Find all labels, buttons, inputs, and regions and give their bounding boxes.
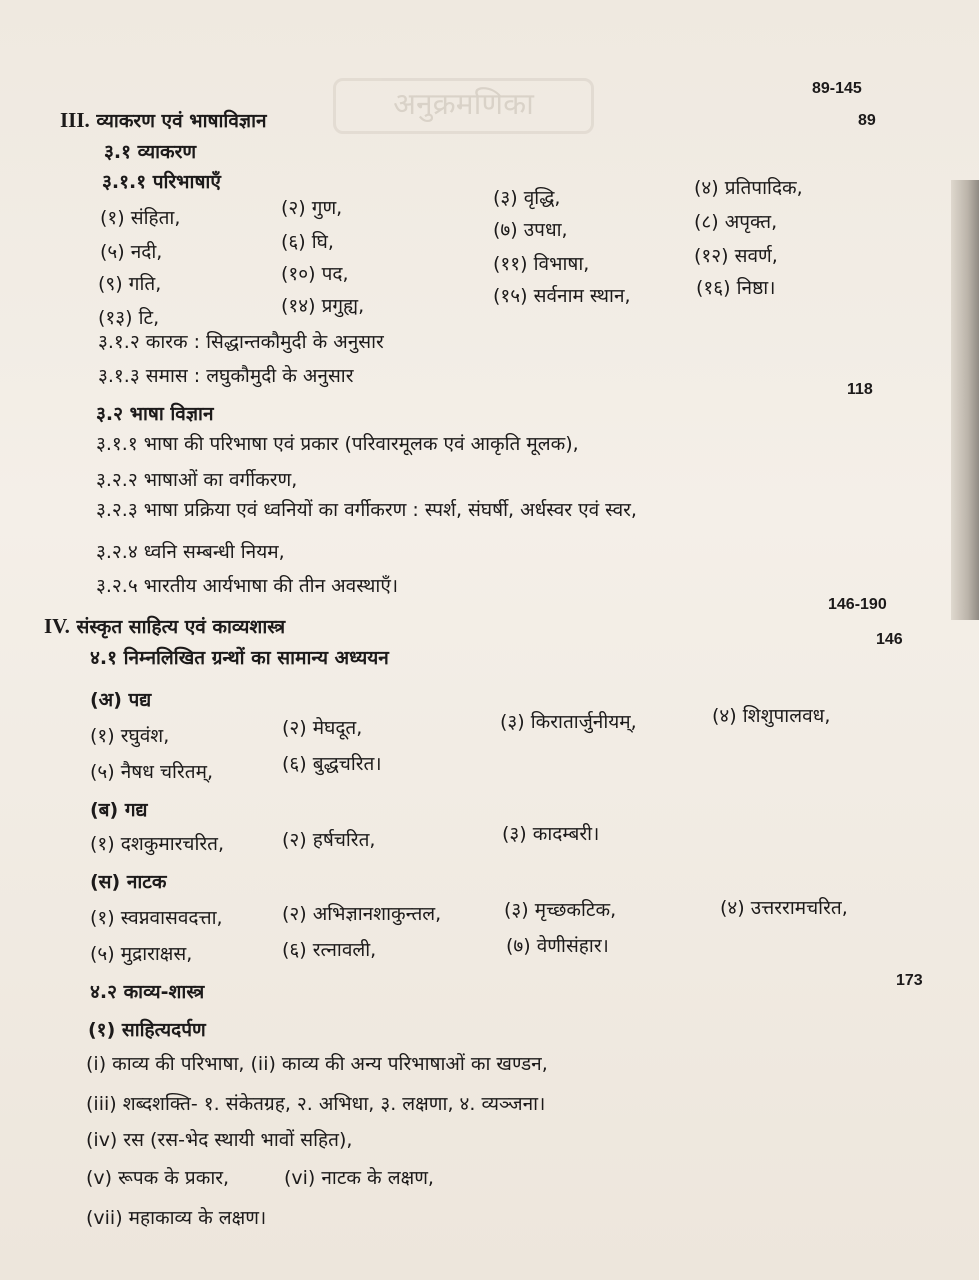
background-stamp: अनुक्रमणिका bbox=[333, 78, 594, 134]
bhasha-line-4: ३.२.४ ध्वनि सम्बन्धी नियम, bbox=[96, 541, 285, 563]
section-4-heading: IV. संस्कृत साहित्य एवं काव्यशास्त्र bbox=[44, 614, 286, 638]
list-item: (७) उपधा, bbox=[493, 219, 568, 241]
kavya-line-1: (i) काव्य की परिभाषा, (ii) काव्य की अन्य परिभाषाओं का खण्डन, bbox=[86, 1053, 548, 1075]
list-item: (२) मेघदूत, bbox=[282, 717, 363, 739]
page-range-4: 146-190 bbox=[828, 596, 887, 613]
list-item: (२) अभिज्ञानशाकुन्तल, bbox=[282, 903, 442, 925]
list-item: (६) बुद्धचरित। bbox=[282, 753, 382, 775]
section-3-heading: III. व्याकरण एवं भाषाविज्ञान bbox=[60, 108, 267, 132]
list-item: (१) दशकुमारचरित, bbox=[90, 833, 225, 855]
list-item: (५) नैषध चरितम्, bbox=[90, 761, 213, 783]
list-item: (१४) प्रगुह्य, bbox=[281, 295, 365, 317]
list-item: (१) रघुवंश, bbox=[90, 725, 170, 747]
page-start-4: 146 bbox=[876, 631, 903, 648]
list-item: (३) वृद्धि, bbox=[493, 187, 561, 209]
subsection-4-1: ४.१ निम्नलिखित ग्रन्थों का सामान्य अध्ययन bbox=[90, 647, 389, 669]
subsection-3-2: ३.२ भाषा विज्ञान bbox=[96, 403, 214, 425]
list-item: (१२) सवर्ण, bbox=[694, 245, 778, 267]
list-item: (१) स्वप्नवासवदत्ता, bbox=[90, 907, 223, 929]
karaka-line: ३.१.२ कारक : सिद्धान्तकौमुदी के अनुसार bbox=[98, 331, 384, 353]
list-item: (१) संहिता, bbox=[100, 207, 181, 229]
subsection-3-1: ३.१ व्याकरण bbox=[104, 141, 197, 163]
bhasha-line-3: ३.२.३ भाषा प्रक्रिया एवं ध्वनियों का वर्गीकरण : स्पर्श, संघर्षी, अर्धस्वर एवं स्वर, bbox=[96, 499, 637, 521]
list-item: (८) अपृक्त, bbox=[694, 211, 778, 233]
subsection-4-2: ४.२ काव्य-शास्त्र bbox=[90, 981, 205, 1003]
page-bhasha: 118 bbox=[847, 381, 873, 398]
page-start-3: 89 bbox=[858, 112, 876, 129]
samasa-line: ३.१.३ समास : लघुकौमुदी के अनुसार bbox=[98, 365, 354, 387]
list-item: (१५) सर्वनाम स्थान, bbox=[493, 285, 631, 307]
list-item: (५) नदी, bbox=[100, 241, 163, 263]
list-item: (५) मुद्राराक्षस, bbox=[90, 943, 193, 965]
page-range-3: 89-145 bbox=[812, 80, 862, 97]
bhasha-line-2: ३.२.२ भाषाओं का वर्गीकरण, bbox=[96, 469, 298, 491]
list-item: (१६) निष्ठा। bbox=[696, 277, 776, 299]
kavya-line-2: (iii) शब्दशक्ति- १. संकेतग्रह, २. अभिधा, ३. लक्षणा, ४. व्यञ्जना। bbox=[86, 1093, 546, 1115]
list-item: (१३) टि, bbox=[98, 307, 160, 329]
list-item: (२) गुण, bbox=[281, 197, 343, 219]
kavya-line-4b: (vi) नाटक के लक्षण, bbox=[284, 1167, 434, 1189]
bhasha-line-5: ३.२.५ भारतीय आर्यभाषा की तीन अवस्थाएँ। bbox=[96, 575, 399, 597]
subsection-3-1-1: ३.१.१ परिभाषाएँ bbox=[102, 171, 221, 193]
page-kavya: 173 bbox=[896, 972, 923, 989]
gadya-heading: (ब) गद्य bbox=[90, 799, 148, 821]
natak-heading: (स) नाटक bbox=[90, 871, 167, 893]
kavya-line-5: (vii) महाकाव्य के लक्षण। bbox=[86, 1207, 267, 1229]
list-item: (३) किरातार्जुनीयम्, bbox=[500, 711, 637, 733]
list-item: (३) मृच्छकटिक, bbox=[504, 899, 617, 921]
list-item: (६) घि, bbox=[281, 231, 334, 253]
list-item: (६) रत्नावली, bbox=[282, 939, 377, 961]
list-item: (४) शिशुपालवध, bbox=[712, 705, 831, 727]
list-item: (११) विभाषा, bbox=[493, 253, 590, 275]
list-item: (३) कादम्बरी। bbox=[502, 823, 600, 845]
list-item: (९) गति, bbox=[98, 273, 162, 295]
list-item: (४) प्रतिपादिक, bbox=[694, 177, 803, 199]
list-item: (१०) पद, bbox=[281, 263, 349, 285]
kavya-line-4a: (v) रूपक के प्रकार, bbox=[86, 1167, 230, 1189]
padya-heading: (अ) पद्य bbox=[90, 689, 152, 711]
list-item: (२) हर्षचरित, bbox=[282, 829, 376, 851]
bhasha-line-1: ३.१.१ भाषा की परिभाषा एवं प्रकार (परिवारमूलक एवं आकृति मूलक), bbox=[96, 433, 579, 455]
kavya-line-3: (iv) रस (रस-भेद स्थायी भावों सहित), bbox=[86, 1129, 353, 1151]
page-edge-shadow bbox=[951, 180, 979, 620]
list-item: (७) वेणीसंहार। bbox=[506, 935, 609, 957]
list-item: (४) उत्तररामचरित, bbox=[720, 897, 848, 919]
sahityadarpan-heading: (१) साहित्यदर्पण bbox=[88, 1019, 206, 1041]
